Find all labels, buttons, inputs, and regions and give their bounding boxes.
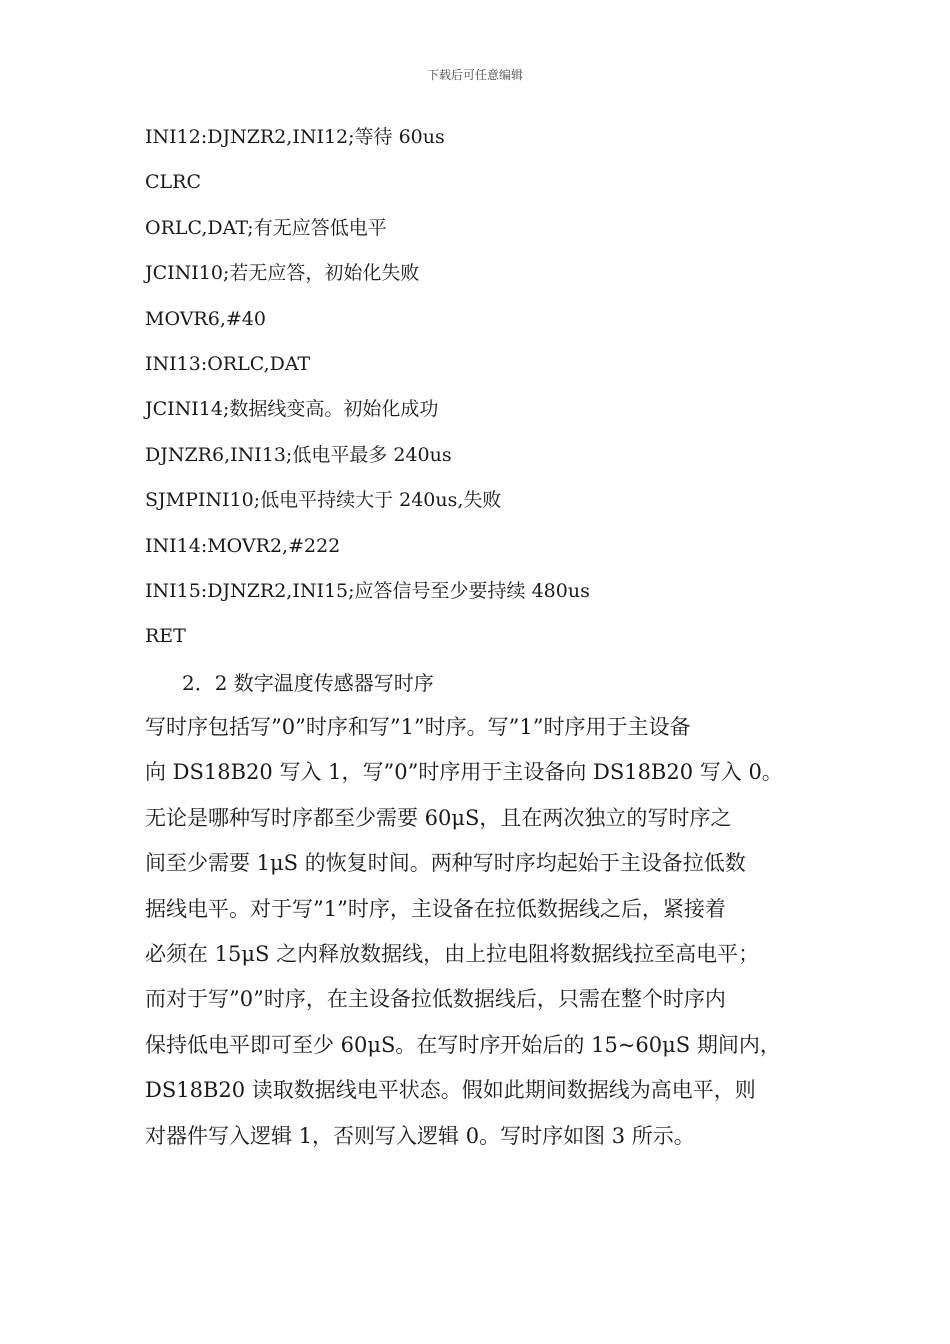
code-line: JCINI14;数据线变高。初始化成功	[145, 398, 439, 421]
code-line: ORLC,DAT;有无应答低电平	[145, 216, 387, 239]
body-paragraph	[145, 712, 845, 1166]
page-header: 下载后可任意编辑	[426, 68, 523, 82]
paragraph-line: 保持低电平即可至少 60μS。在写时序开始后的 15~60μS 期间内，	[145, 1032, 781, 1057]
code-line: INI12:DJNZR2,INI12;等待 60us	[145, 126, 445, 148]
paragraph-line: 间至少需要 1μS 的恢复时间。两种写时序均起始于主设备拉低数	[145, 851, 746, 876]
code-line: DJNZR6,INI13;低电平最多 240us	[145, 443, 452, 466]
paragraph-line: 必须在 15μS 之内释放数据线，由上拉电阻将数据线拉至高电平；	[145, 941, 760, 966]
assembly-code-block	[145, 122, 845, 667]
paragraph-line: 而对于写”0”时序，在主设备拉低数据线后，只需在整个时序内	[145, 987, 726, 1012]
code-line: SJMPINI10;低电平持续大于 240us,失败	[145, 489, 502, 512]
section-heading: 2．2 数字温度传感器写时序	[182, 671, 434, 695]
paragraph-line: 写时序包括写”0”时序和写”1”时序。写”1”时序用于主设备	[145, 715, 691, 739]
code-line: JCINI10;若无应答，初始化失败	[145, 262, 420, 285]
paragraph-line: DS18B20 读取数据线电平状态。假如此期间数据线为高电平，则	[145, 1078, 756, 1103]
code-line: RET	[145, 625, 186, 648]
code-line: INI15:DJNZR2,INI15;应答信号至少要持续 480us	[145, 579, 590, 602]
code-line: CLRC	[145, 171, 201, 194]
code-line: MOVR6,#40	[145, 307, 266, 330]
paragraph-line: 向 DS18B20 写入 1，写”0”时序用于主设备向 DS18B20 写入 0。	[145, 760, 783, 785]
paragraph-line: 无论是哪种写时序都至少需要 60μS，且在两次独立的写时序之	[145, 805, 732, 830]
paragraph-line: 对器件写入逻辑 1，否则写入逻辑 0。写时序如图 3 所示。	[145, 1123, 695, 1148]
paragraph-line: 据线电平。对于写”1”时序，主设备在拉低数据线之后，紧接着	[145, 896, 726, 921]
code-line: INI13:ORLC,DAT	[145, 352, 311, 375]
code-line: INI14:MOVR2,#222	[145, 534, 341, 557]
